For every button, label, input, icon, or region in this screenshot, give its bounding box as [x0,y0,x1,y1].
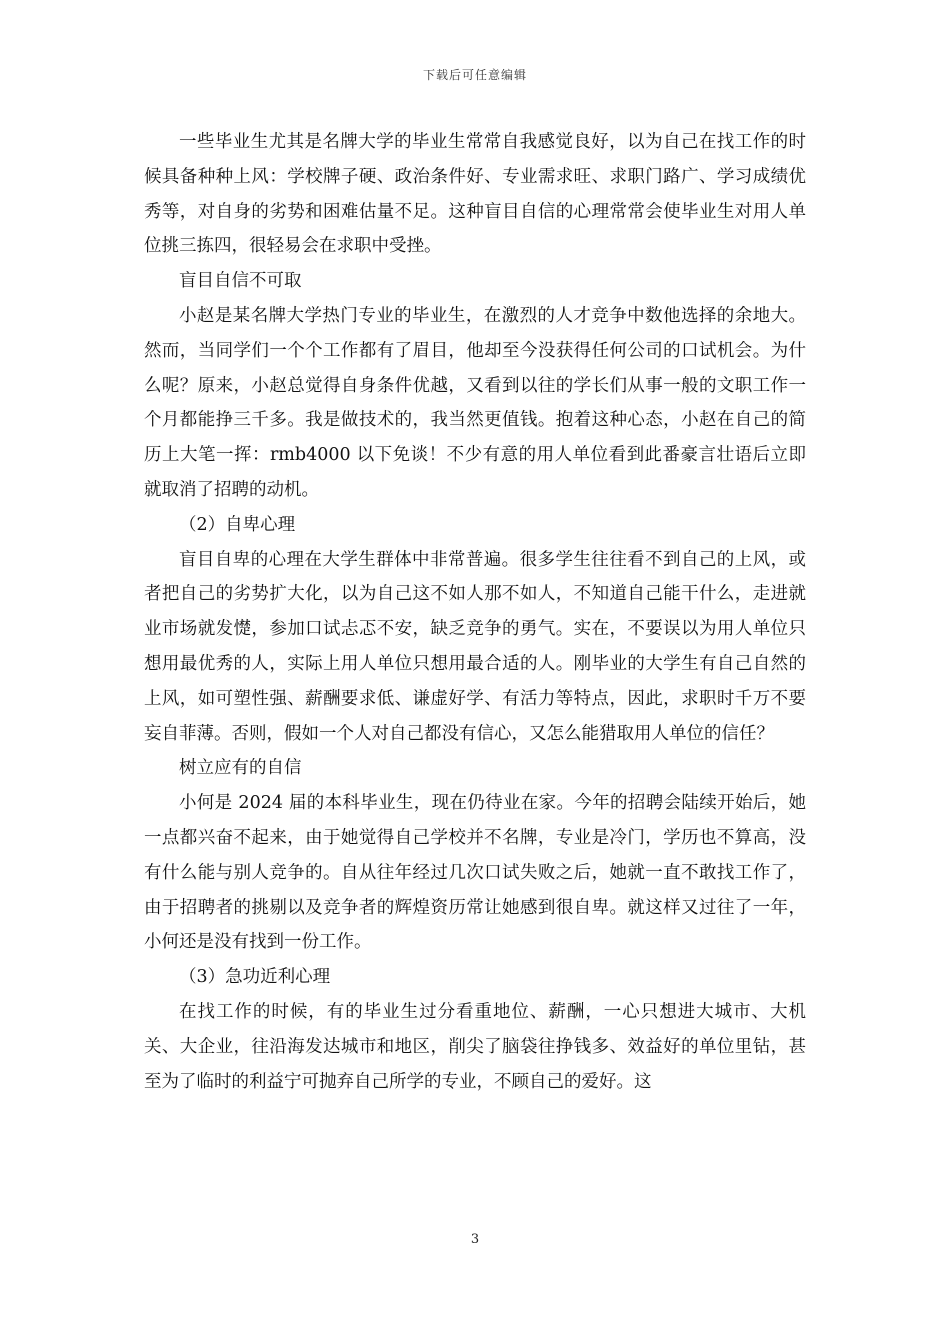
section-heading-inferiority: （2）自卑心理 [179,514,296,535]
paragraph-intro: 一些毕业生尤其是名牌大学的毕业生常常自我感觉良好，以为自己在找工作的时候具备种种上风：学校牌子硬、政治条件好、专业需求旺、求职门路广、学习成绩优秀等，对自身的劣势和困难估量不足。这种盲目自信的心理常常会使毕业生对用人单位挑三拣四，很轻易会在求职中受挫。 [144,132,806,257]
paragraph-quick-success: 在找工作的时候，有的毕业生过分看重地位、薪酬，一心只想进大城市、大机关、大企业，往沿海发达城市和地区，削尖了脑袋往挣钱多、效益好的单位里钻，甚至为了临时的利益宁可抛弃自己所学的专业，不顾自己的爱好。这 [144,1001,806,1092]
paragraph-xiaozhao-case: 小赵是某名牌大学热门专业的毕业生，在激烈的人才竞争中数他选择的余地大。然而，当同学们一个个工作都有了眉目，他却至今没获得任何公司的口试机会。为什么呢？原来，小赵总觉得自身条件优越，又看到以往的学长们从事一般的文职工作一个月都能挣三千多。我是做技术的，我当然更值钱。抱着这种心态，小赵在自己的简历上大笔一挥：rmb4000 以下免谈！不少有意的用人单位看到此番豪言壮语后立即就取消了招聘的动机。 [144,305,806,500]
section-heading-quick-success: （3）急功近利心理 [179,967,331,988]
page-header: 下载后可任意编辑 [422,68,527,82]
paragraph-xiaohe-case: 小何是 2024 届的本科毕业生，现在仍待业在家。今年的招聘会陆续开始后，她一点都兴奋不起来，由于她觉得自己学校并不名牌，专业是冷门，学历也不算高，没有什么能与别人竞争的。自从往年经过几次口试失败之后，她就一直不敢找工作了，由于招聘者的挑剔以及竞争者的辉煌资历常让她感到很自卑。就这样又过往了一年，小何还是没有找到一份工作。 [144,793,806,953]
paragraph-inferiority: 盲目自卑的心理在大学生群体中非常普遍。很多学生往往看不到自己的上风，或者把自己的劣势扩大化，以为自己这不如人那不如人，不知道自己能干什么，走进就业市场就发憷，参加口试忐忑不安，缺乏竞争的勇气。实在，不要误以为用人单位只想用最优秀的人，实际上用人单位只想用最合适的人。刚毕业的大学生有自己自然的上风，如可塑性强、薪酬要求低、谦虚好学、有活力等特点，因此，求职时千万不要妄自菲薄。否则，假如一个人对自己都没有信心，又怎么能猎取用人单位的信任？ [144,549,806,744]
section-heading-build-confidence: 树立应有的自信 [179,758,302,779]
section-heading-blind-confidence: 盲目自信不可取 [179,271,302,292]
body-text [144,125,806,1099]
page-number: 3 [470,1232,480,1247]
